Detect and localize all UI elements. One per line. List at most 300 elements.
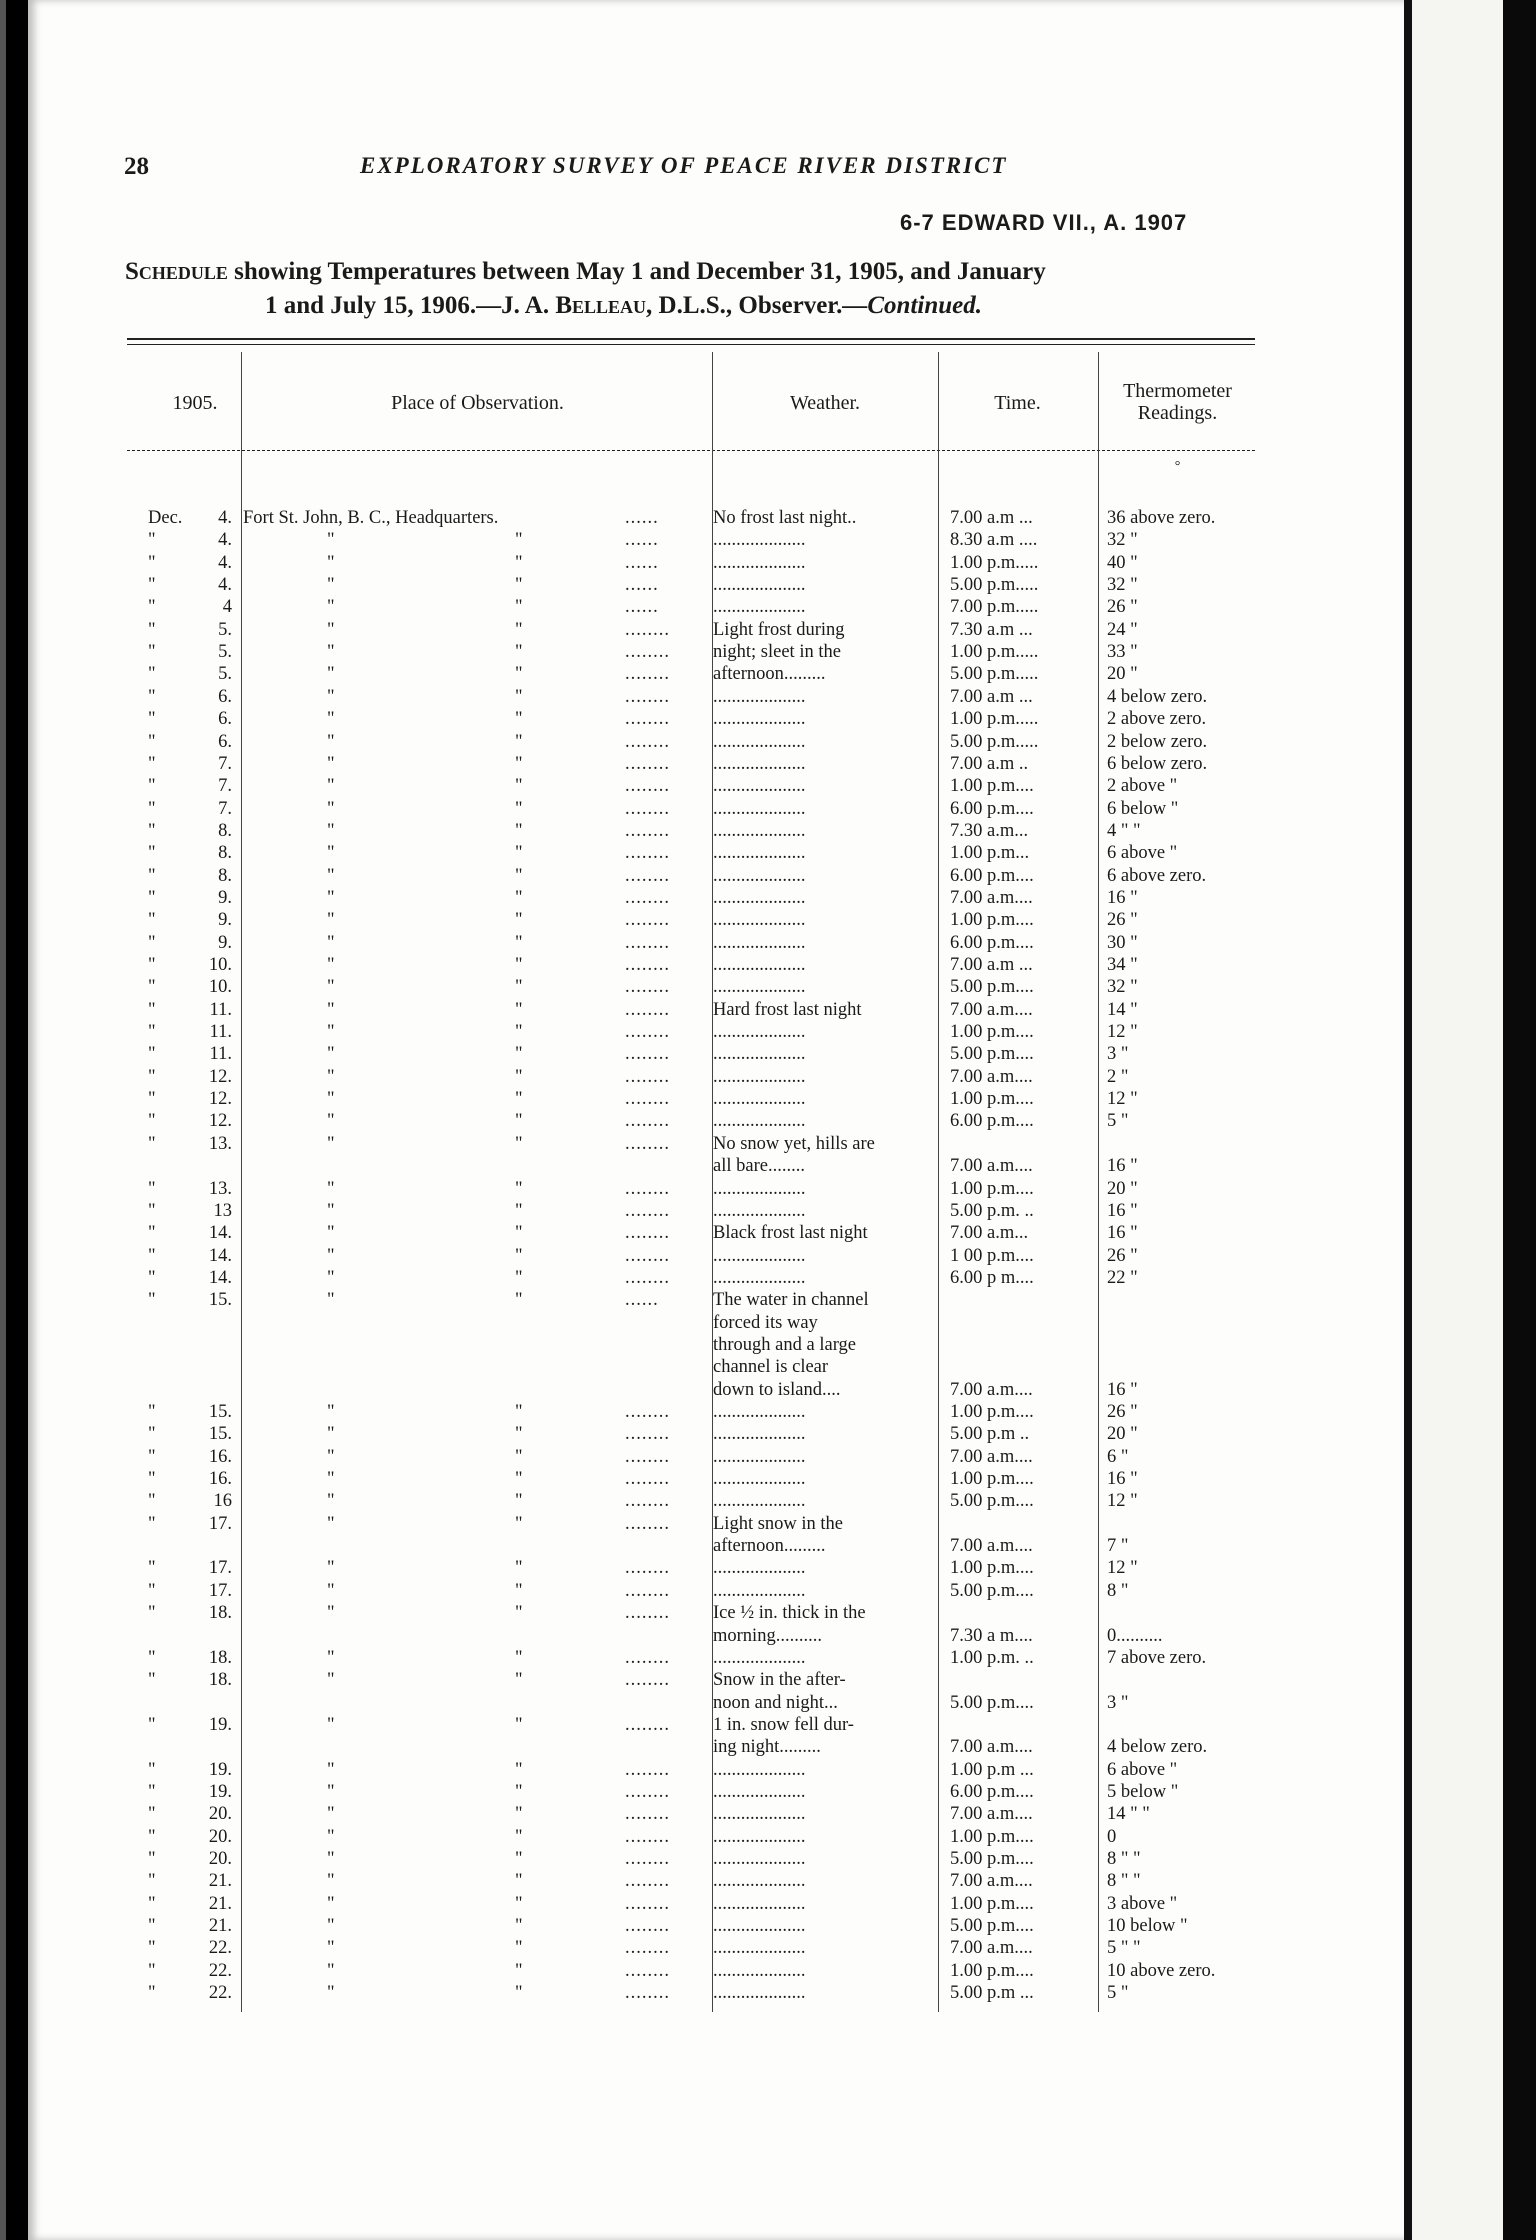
row-time: 1.00 p.m ... bbox=[950, 1759, 1034, 1780]
row-month: " bbox=[148, 1402, 156, 1422]
row-reading: 6 above " bbox=[1107, 1759, 1178, 1780]
row-place-ditto: " bbox=[515, 1893, 523, 1914]
row-day: 16. bbox=[208, 1446, 232, 1467]
row-month: " bbox=[148, 1044, 156, 1065]
running-head: EXPLORATORY SURVEY OF PEACE RIVER DISTRICT bbox=[360, 153, 1008, 178]
table-row bbox=[0, 753, 1385, 775]
table-row bbox=[0, 1870, 1385, 1892]
row-place: " bbox=[327, 1714, 335, 1735]
table-row bbox=[0, 731, 1385, 753]
row-time: 7.00 a.m.... bbox=[950, 1938, 1033, 1959]
row-month: " bbox=[148, 1804, 156, 1825]
row-time: 1 00 p.m.... bbox=[950, 1245, 1034, 1266]
row-time: 1.00 p.m.... bbox=[950, 910, 1034, 931]
table-row bbox=[0, 909, 1385, 931]
row-place-leader: ........ bbox=[625, 1670, 670, 1691]
row-place-ditto: " bbox=[515, 1603, 523, 1624]
row-place-leader: ........ bbox=[625, 820, 670, 841]
table-row bbox=[0, 1312, 1385, 1334]
row-place-ditto: " bbox=[515, 575, 523, 596]
row-time: 6.00 p.m.... bbox=[950, 1781, 1034, 1802]
row-day: 16. bbox=[208, 1469, 232, 1490]
header-year: 1905. bbox=[172, 392, 218, 414]
row-month: " bbox=[148, 753, 156, 774]
row-day: 19. bbox=[208, 1759, 232, 1780]
row-place-leader: ........ bbox=[625, 843, 670, 864]
row-day: 18. bbox=[208, 1647, 232, 1668]
row-time: 7.00 a.m ... bbox=[950, 508, 1033, 528]
row-month: " bbox=[148, 1714, 156, 1735]
table-row bbox=[0, 1960, 1385, 1982]
row-place-leader: ........ bbox=[625, 1446, 670, 1467]
row-weather: .................... bbox=[713, 709, 806, 730]
table-row bbox=[0, 596, 1385, 618]
table-row bbox=[0, 1490, 1385, 1512]
row-month: " bbox=[148, 798, 156, 819]
table-row bbox=[0, 999, 1385, 1021]
row-place: Fort St. John, B. C., Headquarters. bbox=[243, 508, 499, 528]
row-place-ditto: " bbox=[515, 865, 523, 886]
row-place-ditto: " bbox=[515, 1647, 523, 1668]
row-day: 16 bbox=[213, 1491, 232, 1512]
table-row bbox=[0, 842, 1385, 864]
table-row bbox=[0, 1178, 1385, 1200]
row-place-leader: ........ bbox=[625, 1513, 670, 1534]
row-month: " bbox=[148, 731, 156, 752]
row-place-leader: ...... bbox=[625, 530, 659, 551]
row-reading: 26 " bbox=[1107, 1245, 1138, 1266]
row-time: 7.00 p.m..... bbox=[950, 597, 1039, 618]
row-weather: Light snow in the bbox=[713, 1513, 844, 1534]
row-place: " bbox=[327, 1066, 335, 1087]
row-time: 7.00 a.m ... bbox=[950, 686, 1033, 707]
row-weather: .................... bbox=[713, 1759, 806, 1780]
row-reading: 5 " bbox=[1107, 1111, 1129, 1132]
row-place: " bbox=[327, 1781, 335, 1802]
header-weather: Weather. bbox=[789, 392, 861, 414]
row-reading: 4 below zero. bbox=[1107, 1737, 1208, 1758]
row-time: 7.00 a.m .. bbox=[950, 753, 1029, 774]
row-month: " bbox=[148, 1916, 156, 1937]
row-reading: 4 " " bbox=[1107, 820, 1141, 841]
row-place-leader: ........ bbox=[625, 1603, 670, 1624]
header-therm-line1: Thermometer bbox=[1123, 380, 1232, 402]
row-time: 1.00 p.m.... bbox=[950, 1469, 1034, 1490]
table-row bbox=[0, 1937, 1385, 1959]
row-month: " bbox=[148, 1558, 156, 1579]
row-weather: .................... bbox=[713, 552, 806, 573]
row-reading: 6 " bbox=[1107, 1446, 1129, 1467]
row-place-ditto: " bbox=[515, 1290, 523, 1311]
row-place: " bbox=[327, 1424, 335, 1445]
row-place-ditto: " bbox=[515, 1089, 523, 1110]
row-place-leader: ........ bbox=[625, 1133, 670, 1154]
row-time: 7.30 a.m... bbox=[950, 820, 1029, 841]
row-day: 13 bbox=[213, 1200, 232, 1221]
row-place-ditto: " bbox=[515, 1714, 523, 1735]
row-reading: 16 " bbox=[1107, 1469, 1138, 1490]
row-reading: 12 " bbox=[1107, 1022, 1138, 1043]
row-day: 17. bbox=[208, 1558, 232, 1579]
row-day: 4 bbox=[222, 597, 232, 618]
row-weather: .................... bbox=[713, 932, 806, 953]
row-reading: 0 bbox=[1107, 1826, 1117, 1847]
row-time: 5.00 p.m.... bbox=[950, 1491, 1034, 1512]
table-row bbox=[0, 1915, 1385, 1937]
row-day: 9. bbox=[218, 932, 232, 953]
row-reading: 3 " bbox=[1107, 1044, 1129, 1065]
row-place-leader: ........ bbox=[625, 999, 670, 1020]
table-row bbox=[0, 529, 1385, 551]
row-weather: The water in channel bbox=[713, 1290, 869, 1311]
row-reading: 7 above zero. bbox=[1107, 1647, 1207, 1668]
table-row bbox=[0, 1446, 1385, 1468]
table-row bbox=[0, 1245, 1385, 1267]
table-row bbox=[0, 954, 1385, 976]
row-reading: 4 below zero. bbox=[1107, 686, 1208, 707]
table-row bbox=[0, 1468, 1385, 1490]
row-month: " bbox=[148, 1759, 156, 1780]
row-day: 11. bbox=[209, 1044, 232, 1065]
row-place-ditto: " bbox=[515, 1469, 523, 1490]
row-place-leader: ........ bbox=[625, 1714, 670, 1735]
row-reading: 3 " bbox=[1107, 1692, 1129, 1713]
row-place-ditto: " bbox=[515, 1826, 523, 1847]
row-reading: 16 " bbox=[1107, 1200, 1138, 1221]
row-month: " bbox=[148, 887, 156, 908]
row-day: 22. bbox=[208, 1960, 232, 1981]
row-reading: 2 " bbox=[1107, 1066, 1129, 1087]
row-reading: 26 " bbox=[1107, 597, 1138, 618]
row-month: " bbox=[148, 910, 156, 931]
row-reading: 8 " bbox=[1107, 1580, 1129, 1601]
row-place: " bbox=[327, 1826, 335, 1847]
row-weather: afternoon......... bbox=[713, 664, 826, 685]
row-place-leader: ...... bbox=[625, 575, 659, 596]
row-month: " bbox=[148, 1022, 156, 1043]
row-weather: Hard frost last night bbox=[713, 999, 862, 1020]
row-place-ditto: " bbox=[515, 753, 523, 774]
row-reading: 6 above zero. bbox=[1107, 865, 1207, 886]
row-time: 1.00 p.m..... bbox=[950, 642, 1039, 663]
row-reading: 2 above " bbox=[1107, 776, 1178, 797]
row-day: 6. bbox=[218, 709, 232, 730]
row-weather: .................... bbox=[713, 776, 806, 797]
row-place-leader: ........ bbox=[625, 776, 670, 797]
row-time: 7.00 a.m.... bbox=[950, 1446, 1033, 1467]
row-weather: afternoon......... bbox=[713, 1536, 826, 1557]
row-day: 14. bbox=[208, 1245, 232, 1266]
row-time: 8.30 a.m .... bbox=[950, 530, 1038, 551]
row-reading: 8 " " bbox=[1107, 1871, 1141, 1892]
row-place-leader: ........ bbox=[625, 1781, 670, 1802]
row-time: 5.00 p.m.... bbox=[950, 977, 1034, 998]
row-day: 4. bbox=[218, 508, 232, 528]
row-weather: .................... bbox=[713, 1089, 806, 1110]
row-place-ditto: " bbox=[515, 776, 523, 797]
table-row bbox=[0, 1021, 1385, 1043]
row-place: " bbox=[327, 977, 335, 998]
caption-line2-b: , D.L.S., Observer. bbox=[646, 292, 843, 319]
table-row bbox=[0, 865, 1385, 887]
row-time: 1.00 p.m.... bbox=[950, 1960, 1034, 1981]
row-day: 6. bbox=[218, 686, 232, 707]
row-place-ditto: " bbox=[515, 1804, 523, 1825]
table-row bbox=[0, 507, 1385, 529]
row-day: 7. bbox=[218, 776, 232, 797]
row-month: " bbox=[148, 955, 156, 975]
row-day: 20. bbox=[208, 1826, 232, 1847]
row-place-leader: ........ bbox=[625, 709, 670, 730]
row-weather: .................... bbox=[713, 1580, 806, 1601]
row-weather: .................... bbox=[713, 1267, 806, 1288]
row-time: 1.00 p.m.... bbox=[950, 1558, 1034, 1579]
row-time: 6.00 p m.... bbox=[950, 1267, 1034, 1288]
row-reading: 12 " bbox=[1107, 1558, 1138, 1579]
row-place-leader: ........ bbox=[625, 1647, 670, 1668]
row-day: 6. bbox=[218, 731, 232, 752]
row-day: 8. bbox=[218, 820, 232, 841]
row-time: 5.00 p.m.... bbox=[950, 1916, 1034, 1937]
row-place-ditto: " bbox=[515, 1111, 523, 1132]
row-time: 1.00 p.m..... bbox=[950, 709, 1039, 730]
row-place-ditto: " bbox=[515, 1759, 523, 1780]
row-weather: .................... bbox=[713, 1022, 806, 1043]
row-weather: .................... bbox=[713, 1826, 806, 1847]
row-month: " bbox=[148, 1223, 156, 1244]
row-reading: 14 " " bbox=[1107, 1804, 1150, 1825]
row-place-ditto: " bbox=[515, 910, 523, 931]
row-month: " bbox=[148, 1513, 156, 1534]
row-day: 13. bbox=[208, 1133, 232, 1154]
row-reading: 22 " bbox=[1107, 1267, 1138, 1288]
row-reading: 12 " bbox=[1107, 1491, 1138, 1512]
table-row bbox=[0, 976, 1385, 998]
row-day: 4. bbox=[218, 575, 232, 596]
row-month: " bbox=[148, 1580, 156, 1601]
row-time: 1.00 p.m..... bbox=[950, 552, 1039, 573]
row-reading: 20 " bbox=[1107, 1178, 1138, 1199]
row-time: 7.00 a.m.... bbox=[950, 1804, 1033, 1825]
row-place: " bbox=[327, 776, 335, 797]
table-row bbox=[0, 887, 1385, 909]
row-reading: 40 " bbox=[1107, 552, 1138, 573]
row-day: 9. bbox=[218, 887, 232, 908]
row-day: 4. bbox=[218, 552, 232, 573]
row-day: 18. bbox=[208, 1603, 232, 1624]
table-row bbox=[0, 1893, 1385, 1915]
row-day: 11. bbox=[209, 1022, 232, 1043]
row-day: 20. bbox=[208, 1849, 232, 1869]
row-place: " bbox=[327, 1603, 335, 1624]
row-weather: Light frost during bbox=[713, 619, 845, 640]
row-time: 7.30 a m.... bbox=[950, 1625, 1033, 1646]
row-month: " bbox=[148, 1446, 156, 1467]
table-row bbox=[0, 798, 1385, 820]
row-weather: .................... bbox=[713, 1781, 806, 1802]
row-place-ditto: " bbox=[515, 1267, 523, 1288]
row-weather: down to island.... bbox=[713, 1379, 841, 1400]
row-place-ditto: " bbox=[515, 977, 523, 998]
row-time: 5.00 p.m. .. bbox=[950, 1200, 1034, 1221]
row-weather: .................... bbox=[713, 977, 806, 998]
row-month: " bbox=[148, 709, 156, 730]
row-place: " bbox=[327, 1133, 335, 1154]
caption-lead: Schedule bbox=[125, 258, 228, 285]
table-row bbox=[0, 619, 1385, 641]
row-place: " bbox=[327, 1893, 335, 1914]
row-month: " bbox=[148, 530, 156, 551]
row-place: " bbox=[327, 820, 335, 841]
row-place: " bbox=[327, 1558, 335, 1579]
row-place-ditto: " bbox=[515, 1938, 523, 1959]
row-day: 18. bbox=[208, 1670, 232, 1691]
row-weather: .................... bbox=[713, 1849, 806, 1869]
row-place-ditto: " bbox=[515, 1491, 523, 1512]
row-reading: 26 " bbox=[1107, 910, 1138, 931]
row-month: " bbox=[148, 776, 156, 797]
row-place-leader: ........ bbox=[625, 1759, 670, 1780]
table-row bbox=[0, 1513, 1385, 1535]
header-bottom-rule bbox=[127, 450, 1255, 451]
row-place-leader: ........ bbox=[625, 1916, 670, 1937]
row-month: " bbox=[148, 1267, 156, 1288]
table-row bbox=[0, 1692, 1385, 1714]
row-place-ditto: " bbox=[515, 887, 523, 908]
row-reading: 14 " bbox=[1107, 999, 1138, 1020]
row-day: 7. bbox=[218, 798, 232, 819]
row-reading: 32 " bbox=[1107, 977, 1138, 998]
row-place: " bbox=[327, 999, 335, 1020]
row-time: 1.00 p.m.... bbox=[950, 1022, 1034, 1043]
row-place: " bbox=[327, 932, 335, 953]
row-place-ditto: " bbox=[515, 1558, 523, 1579]
row-month: " bbox=[148, 1871, 156, 1892]
table-row bbox=[0, 1647, 1385, 1669]
row-place: " bbox=[327, 910, 335, 931]
caption-line2 bbox=[125, 289, 1265, 323]
row-place-ditto: " bbox=[515, 1849, 523, 1869]
row-place: " bbox=[327, 1647, 335, 1668]
row-month: " bbox=[148, 1603, 156, 1624]
row-weather: night; sleet in the bbox=[713, 642, 841, 663]
row-weather: all bare........ bbox=[713, 1156, 805, 1177]
row-day: 21. bbox=[208, 1871, 232, 1892]
row-day: 17. bbox=[208, 1513, 232, 1534]
row-weather: .................... bbox=[713, 1245, 806, 1266]
row-time: 5.00 p.m .. bbox=[950, 1424, 1030, 1445]
row-weather: .................... bbox=[713, 887, 806, 908]
row-place-leader: ........ bbox=[625, 1938, 670, 1959]
row-place: " bbox=[327, 1938, 335, 1959]
row-place-leader: ........ bbox=[625, 977, 670, 998]
row-place: " bbox=[327, 1469, 335, 1490]
row-weather: No snow yet, hills are bbox=[713, 1133, 875, 1154]
row-time: 5.00 p.m..... bbox=[950, 731, 1039, 752]
row-place: " bbox=[327, 1491, 335, 1512]
table-row bbox=[0, 708, 1385, 730]
row-place: " bbox=[327, 887, 335, 908]
row-place-ditto: " bbox=[515, 1402, 523, 1422]
row-place-leader: ........ bbox=[625, 1178, 670, 1199]
row-place: " bbox=[327, 843, 335, 864]
row-place-leader: ........ bbox=[625, 798, 670, 819]
row-place-ditto: " bbox=[515, 1223, 523, 1244]
row-month: " bbox=[148, 1111, 156, 1132]
table-row bbox=[0, 1222, 1385, 1244]
header-thermometer bbox=[1100, 380, 1255, 424]
row-month: " bbox=[148, 552, 156, 573]
row-reading: 6 below " bbox=[1107, 798, 1179, 819]
row-day: 21. bbox=[208, 1893, 232, 1914]
row-weather: Ice ½ in. thick in the bbox=[713, 1603, 866, 1624]
row-time: 5.00 p.m.... bbox=[950, 1849, 1034, 1869]
row-weather: .................... bbox=[713, 1960, 806, 1981]
table-top-rule bbox=[127, 338, 1255, 340]
caption-line1: showing Temperatures between May 1 and December 31, 1905, and January bbox=[227, 258, 1046, 285]
row-month: " bbox=[148, 575, 156, 596]
row-month: " bbox=[148, 932, 156, 953]
row-weather: No frost last night.. bbox=[713, 508, 857, 528]
row-place-leader: ........ bbox=[625, 731, 670, 752]
row-month: " bbox=[148, 642, 156, 663]
row-month: " bbox=[148, 1424, 156, 1445]
row-place-leader: ........ bbox=[625, 619, 670, 640]
row-place-leader: ........ bbox=[625, 1066, 670, 1087]
row-place-ditto: " bbox=[515, 731, 523, 752]
table-row bbox=[0, 1267, 1385, 1289]
row-place-leader: ........ bbox=[625, 1267, 670, 1288]
row-reading: 16 " bbox=[1107, 1379, 1138, 1400]
table-row bbox=[0, 1401, 1385, 1423]
row-reading: 32 " bbox=[1107, 530, 1138, 551]
row-time: 1.00 p.m.... bbox=[950, 1826, 1034, 1847]
row-place-ditto: " bbox=[515, 1424, 523, 1445]
row-reading: 34 " bbox=[1107, 955, 1138, 975]
row-day: 19. bbox=[208, 1714, 232, 1735]
row-place: " bbox=[327, 1245, 335, 1266]
row-place: " bbox=[327, 798, 335, 819]
row-place: " bbox=[327, 575, 335, 596]
table-row bbox=[0, 1557, 1385, 1579]
row-time: 7.00 a.m.... bbox=[950, 1156, 1033, 1177]
table-row bbox=[0, 1289, 1385, 1311]
table-row bbox=[0, 663, 1385, 685]
row-place-leader: ........ bbox=[625, 1089, 670, 1110]
row-month: " bbox=[148, 1938, 156, 1959]
row-place: " bbox=[327, 955, 335, 975]
row-weather: .................... bbox=[713, 1446, 806, 1467]
row-day: 19. bbox=[208, 1781, 232, 1802]
row-reading: 30 " bbox=[1107, 932, 1138, 953]
row-place: " bbox=[327, 753, 335, 774]
row-place: " bbox=[327, 1916, 335, 1937]
row-place-leader: ........ bbox=[625, 910, 670, 931]
table-row bbox=[0, 686, 1385, 708]
row-day: 10. bbox=[208, 955, 232, 975]
row-reading: 7 " bbox=[1107, 1536, 1129, 1557]
row-place-leader: ........ bbox=[625, 1491, 670, 1512]
table-row bbox=[0, 1625, 1385, 1647]
row-time: 5.00 p.m ... bbox=[950, 1983, 1034, 2004]
row-place-ditto: " bbox=[515, 1916, 523, 1937]
row-place: " bbox=[327, 1223, 335, 1244]
row-month: " bbox=[148, 1647, 156, 1668]
row-weather: .................... bbox=[713, 1804, 806, 1825]
row-place: " bbox=[327, 1200, 335, 1221]
table-row bbox=[0, 775, 1385, 797]
row-place-leader: ........ bbox=[625, 1804, 670, 1825]
